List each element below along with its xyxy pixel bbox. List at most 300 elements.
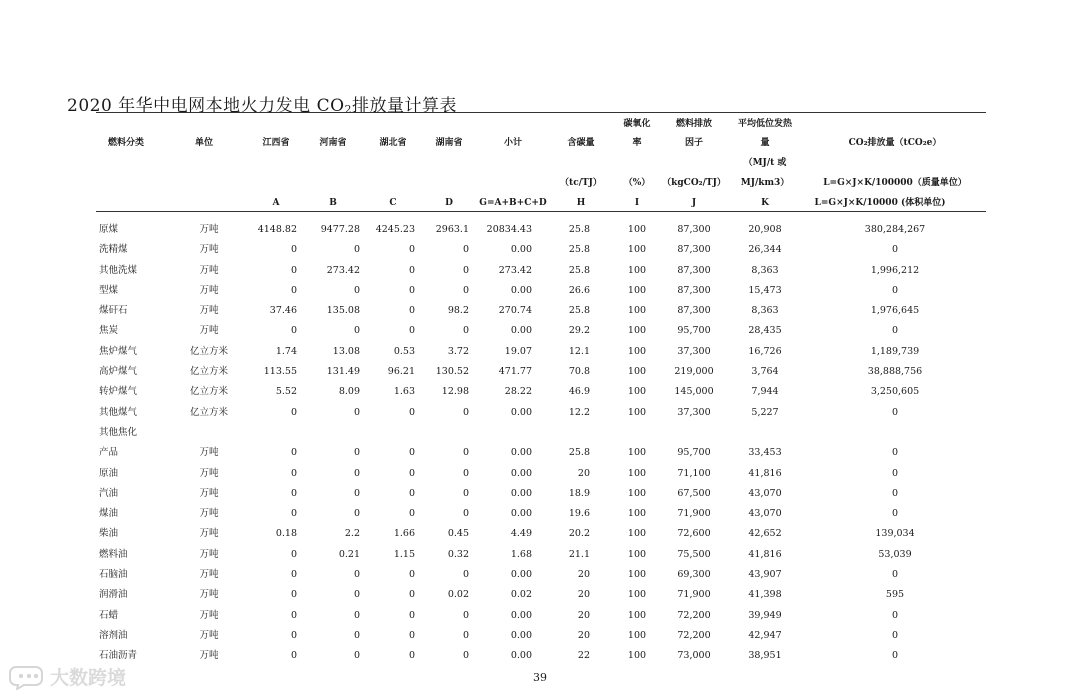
cell-g: 20834.43	[486, 224, 532, 235]
cell-c: 0	[408, 284, 415, 296]
cell-unit: 亿立方米	[189, 345, 229, 357]
cell-c: 4245.23	[375, 224, 415, 235]
cell-k: 3,764	[751, 366, 779, 378]
cell-c: 0	[408, 447, 415, 459]
cell-d: 0.02	[447, 589, 469, 601]
cell-k: 43,907	[748, 569, 782, 581]
cell-j: 95,700	[677, 325, 711, 337]
cell-h: 26.6	[568, 284, 590, 296]
cell-c: 0	[408, 650, 415, 662]
cell-a: 113.55	[263, 366, 297, 378]
cell-k: 16,726	[748, 345, 782, 357]
cell-unit: 万吨	[199, 467, 219, 479]
cell-unit: 亿立方米	[189, 366, 229, 378]
table-row	[0, 427, 1080, 447]
cell-name: 焦炭	[99, 325, 119, 337]
header-henan: 河南省	[319, 138, 347, 148]
cell-b: 2.2	[344, 528, 360, 540]
header-factor-unit: （kgCO₂/TJ）	[662, 178, 726, 188]
cell-unit: 万吨	[199, 284, 219, 296]
cell-b: 131.49	[326, 366, 360, 378]
cell-l: 0	[891, 467, 899, 479]
header-oxidation-line1: 碳氧化	[623, 119, 651, 129]
cell-g: 0.00	[510, 325, 532, 337]
cell-i: 100	[627, 264, 647, 276]
cell-c: 1.15	[393, 548, 415, 560]
cell-name: 其他煤气	[99, 406, 138, 418]
cell-name: 其他洗煤	[99, 264, 138, 276]
table-row	[0, 589, 1080, 609]
header-heat-line3: （MJ/t 或	[743, 158, 787, 168]
cell-l: 38,888,756	[867, 366, 923, 378]
cell-j: 72,200	[677, 609, 711, 621]
table-row	[0, 346, 1080, 366]
cell-a: 1.74	[275, 345, 297, 357]
cell-c: 1.63	[393, 386, 415, 398]
header-formula-g: G=A+B+C+D	[479, 198, 547, 208]
cell-name: 高炉煤气	[99, 366, 138, 378]
cell-j: 73,000	[677, 650, 711, 662]
cell-k: 33,453	[748, 447, 782, 459]
cell-unit: 万吨	[199, 528, 219, 540]
cell-j: 69,300	[677, 569, 711, 581]
cell-name: 煤油	[99, 508, 119, 520]
cell-name: 汽油	[99, 487, 119, 499]
header-letter-c: C	[389, 198, 397, 208]
cell-unit: 万吨	[199, 305, 219, 317]
cell-unit: 万吨	[199, 609, 219, 621]
cell-h: 19.6	[568, 508, 590, 520]
table-body	[0, 224, 1080, 671]
table-row	[0, 610, 1080, 630]
cell-i: 100	[627, 386, 647, 398]
cell-i: 100	[627, 325, 647, 337]
cell-d: 0.32	[447, 548, 469, 560]
cell-c: 96.21	[387, 366, 415, 378]
cell-g: 0.00	[510, 629, 532, 641]
cell-name: 石油沥青	[99, 650, 138, 662]
cell-name: 其他焦化	[99, 426, 138, 438]
cell-d: 0	[462, 325, 469, 337]
cell-g: 1.68	[510, 548, 532, 560]
cell-name: 石脑油	[99, 569, 128, 581]
cell-l: 53,039	[878, 548, 912, 560]
cell-k: 38,951	[748, 650, 782, 662]
header-hubei: 湖北省	[379, 138, 407, 148]
cell-j: 37,300	[677, 345, 711, 357]
cell-j: 87,300	[677, 305, 711, 317]
cell-unit: 万吨	[199, 487, 219, 499]
cell-j: 87,300	[677, 264, 711, 276]
cell-l: 0	[891, 325, 899, 337]
cell-i: 100	[627, 650, 647, 662]
cell-h: 25.8	[568, 305, 590, 317]
cell-name: 煤矸石	[99, 305, 128, 317]
cell-d: 130.52	[435, 366, 469, 378]
cell-d: 0	[462, 508, 469, 520]
cell-a: 0	[290, 589, 297, 601]
cell-unit: 万吨	[199, 650, 219, 662]
speech-bubble-logo-icon	[8, 664, 44, 690]
header-hunan: 湖南省	[435, 138, 463, 148]
cell-c: 0.53	[393, 345, 415, 357]
cell-h: 20	[577, 589, 590, 601]
cell-b: 0	[353, 467, 360, 479]
cell-h: 20	[577, 609, 590, 621]
cell-b: 0	[353, 406, 360, 418]
cell-name: 洗精煤	[99, 244, 128, 256]
cell-h: 70.8	[568, 366, 590, 378]
cell-d: 0	[462, 487, 469, 499]
table-row	[0, 407, 1080, 427]
cell-h: 25.8	[568, 447, 590, 459]
cell-i: 100	[627, 305, 647, 317]
cell-b: 0	[353, 508, 360, 520]
cell-l: 0	[891, 447, 899, 459]
cell-j: 71,900	[677, 508, 711, 520]
table-row	[0, 650, 1080, 670]
cell-a: 0	[290, 325, 297, 337]
cell-g: 0.00	[510, 508, 532, 520]
page-number: 39	[533, 671, 547, 684]
cell-c: 0	[408, 264, 415, 276]
cell-l: 0	[891, 629, 899, 641]
cell-name: 石蜡	[99, 609, 119, 621]
cell-name: 原煤	[99, 224, 119, 235]
cell-a: 0	[290, 629, 297, 641]
cell-i: 100	[627, 548, 647, 560]
cell-d: 0	[462, 447, 469, 459]
cell-l: 595	[885, 589, 905, 601]
cell-l: 0	[891, 244, 899, 256]
cell-j: 71,900	[677, 589, 711, 601]
cell-k: 41,816	[748, 548, 782, 560]
header-unit: 单位	[194, 138, 214, 148]
watermark-text: 大数跨境	[50, 667, 127, 689]
cell-g: 270.74	[498, 305, 532, 317]
table-row	[0, 386, 1080, 406]
cell-k: 43,070	[748, 487, 782, 499]
cell-k: 41,816	[748, 467, 782, 479]
cell-name: 燃料油	[99, 548, 128, 560]
cell-l: 3,250,605	[870, 386, 920, 398]
cell-i: 100	[627, 467, 647, 479]
cell-d: 0	[462, 650, 469, 662]
cell-i: 100	[627, 569, 647, 581]
cell-h: 20	[577, 467, 590, 479]
cell-j: 72,600	[677, 528, 711, 540]
cell-g: 19.07	[504, 345, 532, 357]
cell-name: 型煤	[99, 284, 119, 296]
header-oxidation-line2: 率	[632, 138, 642, 148]
cell-i: 100	[627, 366, 647, 378]
cell-a: 0	[290, 264, 297, 276]
cell-unit: 万吨	[199, 447, 219, 459]
cell-b: 0	[353, 569, 360, 581]
cell-unit: 万吨	[199, 629, 219, 641]
cell-unit: 万吨	[199, 548, 219, 560]
cell-i: 100	[627, 224, 647, 235]
cell-a: 0	[290, 284, 297, 296]
cell-l: 0	[891, 609, 899, 621]
cell-c: 0	[408, 569, 415, 581]
table-top-rule	[96, 112, 986, 113]
cell-g: 471.77	[498, 366, 532, 378]
table-row	[0, 244, 1080, 264]
cell-a: 0	[290, 548, 297, 560]
cell-g: 0.00	[510, 609, 532, 621]
cell-k: 42,652	[748, 528, 782, 540]
cell-name: 溶剂油	[99, 629, 128, 641]
title-suffix-text: 排放量计算表	[352, 96, 458, 116]
cell-i: 100	[627, 345, 647, 357]
cell-b: 0	[353, 629, 360, 641]
cell-d: 98.2	[447, 305, 469, 317]
cell-i: 100	[627, 447, 647, 459]
cell-k: 42,947	[748, 629, 782, 641]
cell-k: 43,070	[748, 508, 782, 520]
cell-unit: 万吨	[199, 224, 219, 235]
header-heat-line4: MJ/km3）	[740, 178, 790, 188]
cell-b: 0	[353, 487, 360, 499]
header-heat-line1: 平均低位发热	[737, 119, 793, 129]
header-fuel-type: 燃料分类	[107, 138, 145, 148]
cell-i: 100	[627, 629, 647, 641]
cell-j: 219,000	[674, 366, 714, 378]
table-row	[0, 528, 1080, 548]
table-row	[0, 569, 1080, 589]
cell-unit: 亿立方米	[189, 406, 229, 418]
table-row	[0, 468, 1080, 488]
cell-a: 5.52	[275, 386, 297, 398]
cell-j: 75,500	[677, 548, 711, 560]
cell-h: 12.2	[568, 406, 590, 418]
cell-i: 100	[627, 609, 647, 621]
cell-a: 37.46	[269, 305, 297, 317]
header-factor-line2: 因子	[684, 138, 704, 148]
cell-k: 39,949	[748, 609, 782, 621]
cell-d: 0	[462, 467, 469, 479]
cell-l: 1,976,645	[870, 305, 920, 317]
cell-j: 37,300	[677, 406, 711, 418]
cell-h: 25.8	[568, 244, 590, 256]
cell-d: 2963.1	[435, 224, 469, 235]
header-oxidation-unit: （%）	[623, 178, 651, 188]
cell-b: 0	[353, 447, 360, 459]
cell-unit: 万吨	[199, 244, 219, 256]
cell-d: 0	[462, 284, 469, 296]
cell-j: 67,500	[677, 487, 711, 499]
cell-g: 4.49	[510, 528, 532, 540]
table-row	[0, 325, 1080, 345]
cell-c: 0	[408, 406, 415, 418]
table-row	[0, 549, 1080, 569]
table-row	[0, 447, 1080, 467]
cell-l: 139,034	[875, 528, 915, 540]
header-formula-mass: L=G×J×K/100000（质量单位）	[823, 178, 967, 188]
cell-i: 100	[627, 284, 647, 296]
cell-d: 0	[462, 244, 469, 256]
cell-g: 0.00	[510, 284, 532, 296]
cell-unit: 万吨	[199, 264, 219, 276]
cell-c: 1.66	[393, 528, 415, 540]
cell-h: 18.9	[568, 487, 590, 499]
cell-j: 87,300	[677, 224, 711, 235]
cell-c: 0	[408, 325, 415, 337]
cell-b: 13.08	[332, 345, 360, 357]
cell-j: 72,200	[677, 629, 711, 641]
cell-c: 0	[408, 487, 415, 499]
cell-a: 0	[290, 508, 297, 520]
cell-a: 4148.82	[257, 224, 297, 235]
header-letter-j: J	[691, 198, 697, 208]
cell-k: 8,363	[751, 264, 779, 276]
table-row	[0, 265, 1080, 285]
cell-c: 0	[408, 629, 415, 641]
cell-k: 28,435	[748, 325, 782, 337]
cell-unit: 万吨	[199, 325, 219, 337]
cell-h: 29.2	[568, 325, 590, 337]
cell-d: 0	[462, 629, 469, 641]
cell-l: 0	[891, 650, 899, 662]
header-subtotal: 小计	[503, 138, 523, 148]
cell-g: 0.00	[510, 447, 532, 459]
cell-k: 41,398	[748, 589, 782, 601]
cell-l: 0	[891, 406, 899, 418]
cell-b: 0.21	[338, 548, 360, 560]
cell-d: 0.45	[447, 528, 469, 540]
cell-h: 12.1	[568, 345, 590, 357]
table-row	[0, 630, 1080, 650]
title-subscript: 2	[344, 103, 353, 116]
header-letter-d: D	[445, 198, 453, 208]
table-row	[0, 305, 1080, 325]
cell-a: 0	[290, 467, 297, 479]
cell-j: 71,100	[677, 467, 711, 479]
cell-c: 0	[408, 305, 415, 317]
cell-k: 7,944	[751, 386, 779, 398]
cell-i: 100	[627, 528, 647, 540]
cell-i: 100	[627, 589, 647, 601]
cell-l: 0	[891, 569, 899, 581]
cell-b: 0	[353, 650, 360, 662]
cell-k: 8,363	[751, 305, 779, 317]
cell-a: 0	[290, 569, 297, 581]
cell-name: 柴油	[99, 528, 119, 540]
cell-b: 0	[353, 589, 360, 601]
cell-a: 0	[290, 447, 297, 459]
cell-k: 15,473	[748, 284, 782, 296]
cell-name: 焦炉煤气	[99, 345, 138, 357]
cell-h: 20.2	[568, 528, 590, 540]
cell-l: 380,284,267	[864, 224, 926, 235]
cell-a: 0	[290, 487, 297, 499]
cell-b: 9477.28	[320, 224, 360, 235]
cell-name: 转炉煤气	[99, 386, 138, 398]
cell-name: 产品	[99, 447, 119, 459]
cell-c: 0	[408, 609, 415, 621]
cell-b: 135.08	[326, 305, 360, 317]
header-carbon-content: 含碳量	[567, 138, 595, 148]
header-letter-h: H	[576, 198, 586, 208]
cell-j: 87,300	[677, 284, 711, 296]
cell-unit: 万吨	[199, 508, 219, 520]
cell-l: 0	[891, 487, 899, 499]
table-row	[0, 488, 1080, 508]
cell-a: 0	[290, 406, 297, 418]
cell-g: 28.22	[504, 386, 532, 398]
cell-b: 0	[353, 284, 360, 296]
cell-g: 0.00	[510, 650, 532, 662]
cell-d: 12.98	[441, 386, 469, 398]
cell-l: 0	[891, 284, 899, 296]
cell-a: 0.18	[275, 528, 297, 540]
cell-h: 21.1	[568, 548, 590, 560]
cell-g: 0.00	[510, 244, 532, 256]
cell-a: 0	[290, 244, 297, 256]
cell-g: 0.02	[510, 589, 532, 601]
cell-i: 100	[627, 244, 647, 256]
cell-l: 1,996,212	[870, 264, 920, 276]
header-heat-line2: 量	[760, 138, 770, 148]
cell-g: 0.00	[510, 467, 532, 479]
cell-b: 273.42	[326, 264, 360, 276]
table-header-rule	[96, 211, 986, 212]
cell-g: 0.00	[510, 406, 532, 418]
cell-c: 0	[408, 244, 415, 256]
cell-d: 0	[462, 569, 469, 581]
cell-h: 20	[577, 569, 590, 581]
cell-h: 25.8	[568, 264, 590, 276]
cell-c: 0	[408, 589, 415, 601]
cell-h: 25.8	[568, 224, 590, 235]
cell-l: 1,189,739	[870, 345, 920, 357]
cell-d: 0	[462, 264, 469, 276]
cell-c: 0	[408, 508, 415, 520]
cell-b: 8.09	[338, 386, 360, 398]
cell-g: 0.00	[510, 487, 532, 499]
header-co2: CO₂排放量（tCO₂e）	[848, 138, 942, 148]
cell-l: 0	[891, 508, 899, 520]
table-row	[0, 285, 1080, 305]
cell-k: 26,344	[748, 244, 782, 256]
cell-i: 100	[627, 406, 647, 418]
cell-h: 20	[577, 629, 590, 641]
cell-k: 5,227	[751, 406, 779, 418]
cell-a: 0	[290, 650, 297, 662]
header-letter-b: B	[329, 198, 337, 208]
header-carbon-unit: （tc/TJ）	[560, 178, 602, 188]
header-letter-k: K	[761, 198, 769, 208]
cell-unit: 亿立方米	[189, 386, 229, 398]
cell-h: 22	[577, 650, 590, 662]
cell-unit: 万吨	[199, 589, 219, 601]
cell-b: 0	[353, 609, 360, 621]
header-formula-volume: L=G×J×K/10000 (体积单位)	[814, 198, 946, 208]
cell-g: 273.42	[498, 264, 532, 276]
table-row	[0, 366, 1080, 386]
cell-h: 46.9	[568, 386, 590, 398]
header-letter-a: A	[272, 198, 280, 208]
cell-g: 0.00	[510, 569, 532, 581]
cell-b: 0	[353, 325, 360, 337]
cell-d: 0	[462, 406, 469, 418]
header-factor-line1: 燃料排放	[675, 119, 713, 129]
cell-name: 润滑油	[99, 589, 128, 601]
cell-a: 0	[290, 609, 297, 621]
cell-i: 100	[627, 487, 647, 499]
header-letter-i: I	[634, 198, 640, 208]
